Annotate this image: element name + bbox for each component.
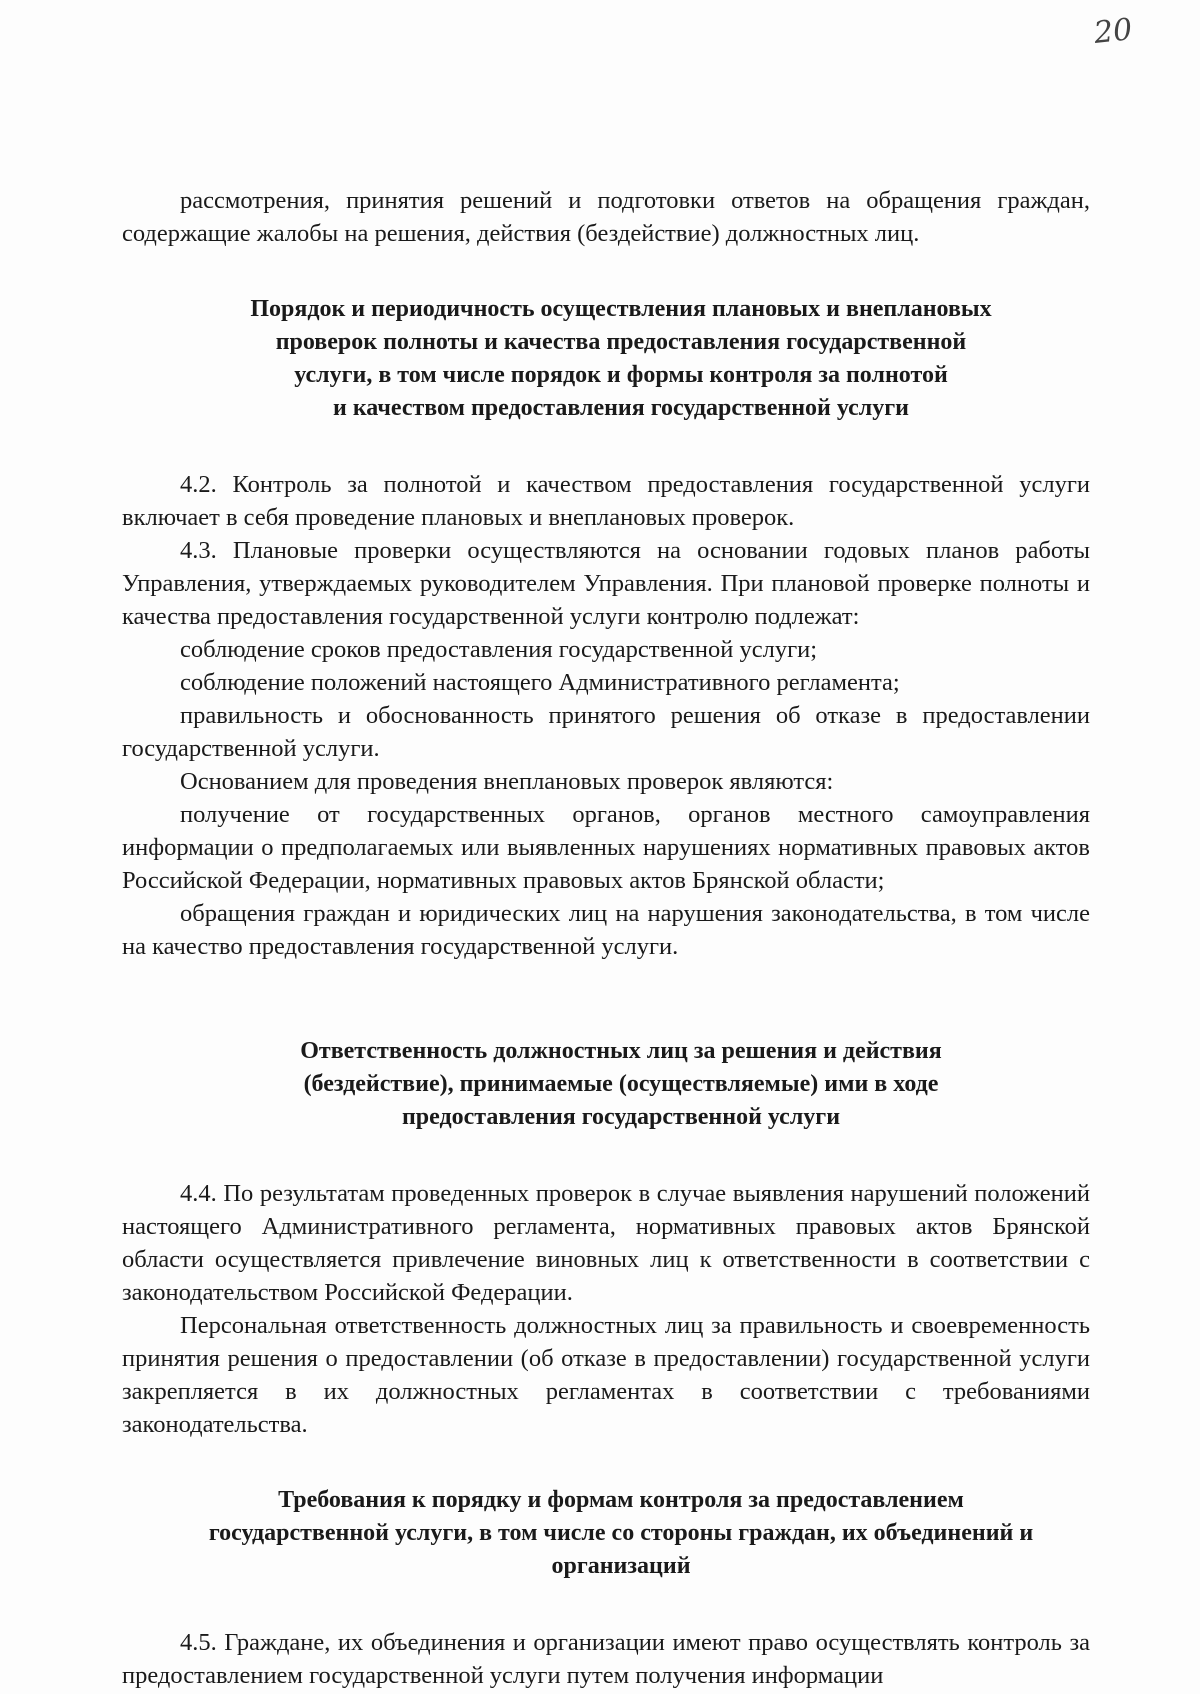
list-item-authorities-info: получение от государственных органов, органов местного самоуправления информации о предполагаемых или выявленных нарушениях нормативных правовых актов Российской Федерации, нормативных правовых актов Брянской области; bbox=[122, 801, 1090, 894]
heading-line: Порядок и периодичность осуществления плановых и внеплановых bbox=[250, 296, 992, 322]
list-item-citizen-complaints: обращения граждан и юридических лиц на нарушения законодательства, в том числе на качество предоставления государственной услуги. bbox=[122, 900, 1090, 960]
heading-line: организаций bbox=[551, 1553, 691, 1579]
paragraph-4-3: 4.3. Плановые проверки осуществляются на основании годовых планов работы Управления, утверждаемых руководителем Управления. При плановой проверке полноты и качества предоставления государственной услуги контролю подлежат: bbox=[122, 537, 1090, 630]
document-body bbox=[122, 184, 1090, 1692]
unplanned-grounds-intro: Основанием для проведения внеплановых проверок являются: bbox=[180, 768, 834, 795]
heading-line: предоставления государственной услуги bbox=[401, 1104, 841, 1130]
heading-line: Требования к порядку и формам контроля за предоставлением bbox=[278, 1487, 964, 1513]
intro-paragraph: рассмотрения, принятия решений и подготовки ответов на обращения граждан, содержащие жалобы на решения, действия (бездействие) должностных лиц. bbox=[122, 187, 1090, 247]
paragraph-4-4: 4.4. По результатам проведенных проверок в случае выявления нарушений положений настоящего Административного регламента, нормативных правовых актов Брянской области осуществляется привлечение виновных лиц к ответственности в соответствии с законодательством Российской Федерации. bbox=[122, 1180, 1090, 1306]
paragraph-4-5: 4.5. Граждане, их объединения и организации имеют право осуществлять контроль за предоставлением государственной услуги путем получения информации bbox=[122, 1629, 1090, 1689]
heading-line: государственной услуги, в том числе со стороны граждан, их объединений и bbox=[208, 1520, 1034, 1546]
handwritten-page-number: 20 bbox=[1092, 12, 1134, 51]
list-item-refusal: правильность и обоснованность принятого решения об отказе в предоставлении государственной услуги. bbox=[122, 702, 1090, 762]
heading-line: и качеством предоставления государственной услуги bbox=[333, 395, 909, 421]
paragraph-4-2: 4.2. Контроль за полнотой и качеством предоставления государственной услуги включает в себя проведение плановых и внеплановых проверок. bbox=[122, 471, 1090, 531]
section-heading-inspections bbox=[122, 293, 1090, 425]
heading-line: услуги, в том числе порядок и формы контроля за полнотой bbox=[294, 362, 948, 388]
section-heading-responsibility bbox=[122, 1035, 1090, 1134]
heading-line: (бездействие), принимаемые (осуществляемые) ими в ходе bbox=[303, 1071, 939, 1097]
list-item-regulation: соблюдение положений настоящего Административного регламента; bbox=[180, 669, 900, 696]
section-heading-control-requirements bbox=[122, 1484, 1090, 1583]
heading-line: Ответственность должностных лиц за решения и действия bbox=[300, 1038, 942, 1064]
heading-line: проверок полноты и качества предоставления государственной bbox=[275, 329, 967, 355]
list-item-deadlines: соблюдение сроков предоставления государственной услуги; bbox=[180, 636, 818, 663]
paragraph-personal-responsibility: Персональная ответственность должностных лиц за правильность и своевременность принятия решения о предоставлении (об отказе в предоставлении) государственной услуги закрепляется в их должностных регламентах в соответствии с требованиями законодательства. bbox=[122, 1312, 1090, 1438]
